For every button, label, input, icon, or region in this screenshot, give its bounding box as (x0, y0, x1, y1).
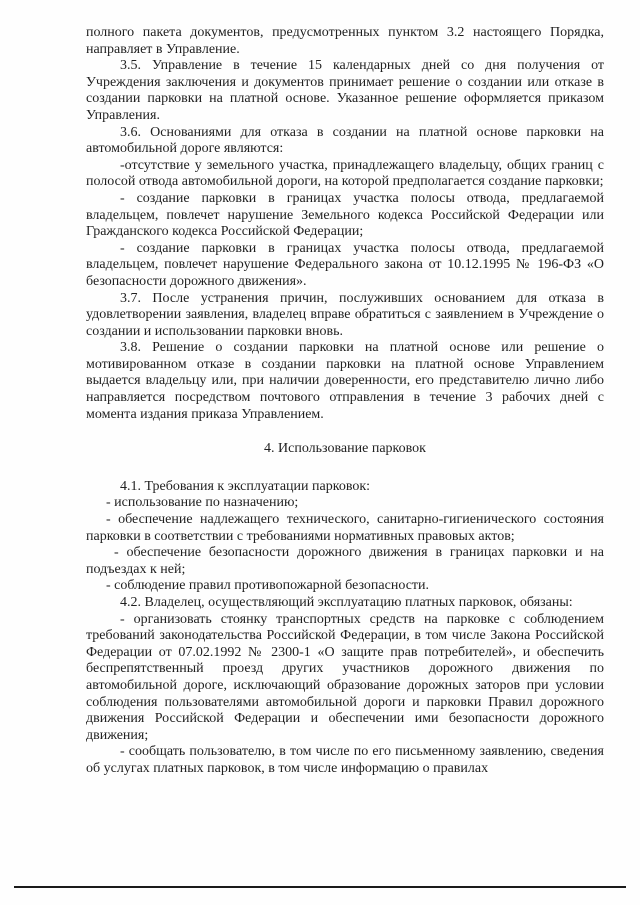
page-bottom-rule (14, 886, 626, 888)
section-heading: 4. Использование парковок (264, 441, 426, 457)
list-item: - создание парковки в границах участка полосы отвода, предлагаемой владельцем, повлечет нарушение Федерального закона от 10.12.1995 № 196-ФЗ «О безопасности дорожного движения». (86, 240, 604, 289)
list-item: -отсутствие у земельного участка, принадлежащего владельцу, общих границ с полосой отвода автомобильной дороги, на которой предполагается создание парковки; (86, 157, 604, 190)
list-item: - использование по назначению; (106, 495, 299, 511)
document-body (86, 25, 604, 778)
list-item: - соблюдение правил противопожарной безопасности. (106, 578, 430, 594)
paragraph-4-2: 4.2. Владелец, осуществляющий эксплуатацию платных парковок, обязаны: (120, 595, 573, 610)
list-item: - создание парковки в границах участка полосы отвода, предлагаемой владельцем, повлечет нарушение Земельного кодекса Российской Федерации или Гражданского кодекса Российской Федерации; (86, 190, 604, 240)
list-item: - сообщать пользователю, в том числе по его письменному заявлению, сведения об услугах платных парковок, в том числе информацию о правилах (86, 744, 604, 776)
list-item: - организовать стоянку транспортных средств на парковке с соблюдением требований законодательства Российской Федерации, в том числе Закона Российской Федерации от 07.02.1992 № 2300-1 «О защите прав потребителей», и обеспечить беспрепятственный проезд других участников дорожного движения по автомобильной дороге, исключающий образование дорожных заторов при условии соблюдения пользователями автомобильной дороги и парковки Правил дорожного движения Российской Федерации и обеспечении ими безопасности дорожного движения; (86, 611, 604, 743)
paragraph-3-5: 3.5. Управление в течение 15 календарных дней со дня получения от Учреждения заключения и документов принимает решение о создании или отказе в создании парковки на платной основе. Указанное решение оформляется приказом Управления. (86, 58, 604, 123)
paragraph-3-8: 3.8. Решение о создании парковки на платной основе или решение о мотивированном отказе в создании парковки на платной основе Управлением выдается владельцу или, при наличии доверенности, его представителю лично либо направляется посредством почтового отправления в течение 3 рабочих дней с момента издания приказа Управлением. (86, 340, 604, 422)
paragraph-4-1: 4.1. Требования к эксплуатации парковок: (120, 478, 371, 494)
paragraph-3-7: 3.7. После устранения причин, послуживших основанием для отказа в удовлетворении заявления, владелец вправе обратиться с заявлением в Учреждение о создании и использовании парковки вновь. (86, 290, 604, 339)
list-item: - обеспечение безопасности дорожного движения в границах парковки и на подъездах к ней; (86, 545, 604, 577)
list-item: - обеспечение надлежащего технического, санитарно-гигиенического состояния парковки в соответствии с требованиями нормативных правовых актов; (86, 512, 604, 544)
paragraph-3-6: 3.6. Основаниями для отказа в создании на платной основе парковки на автомобильной дороге являются: (86, 124, 604, 157)
paragraph-continuation: полного пакета документов, предусмотренных пунктом 3.2 настоящего Порядка, направляет в Управление. (86, 25, 604, 57)
